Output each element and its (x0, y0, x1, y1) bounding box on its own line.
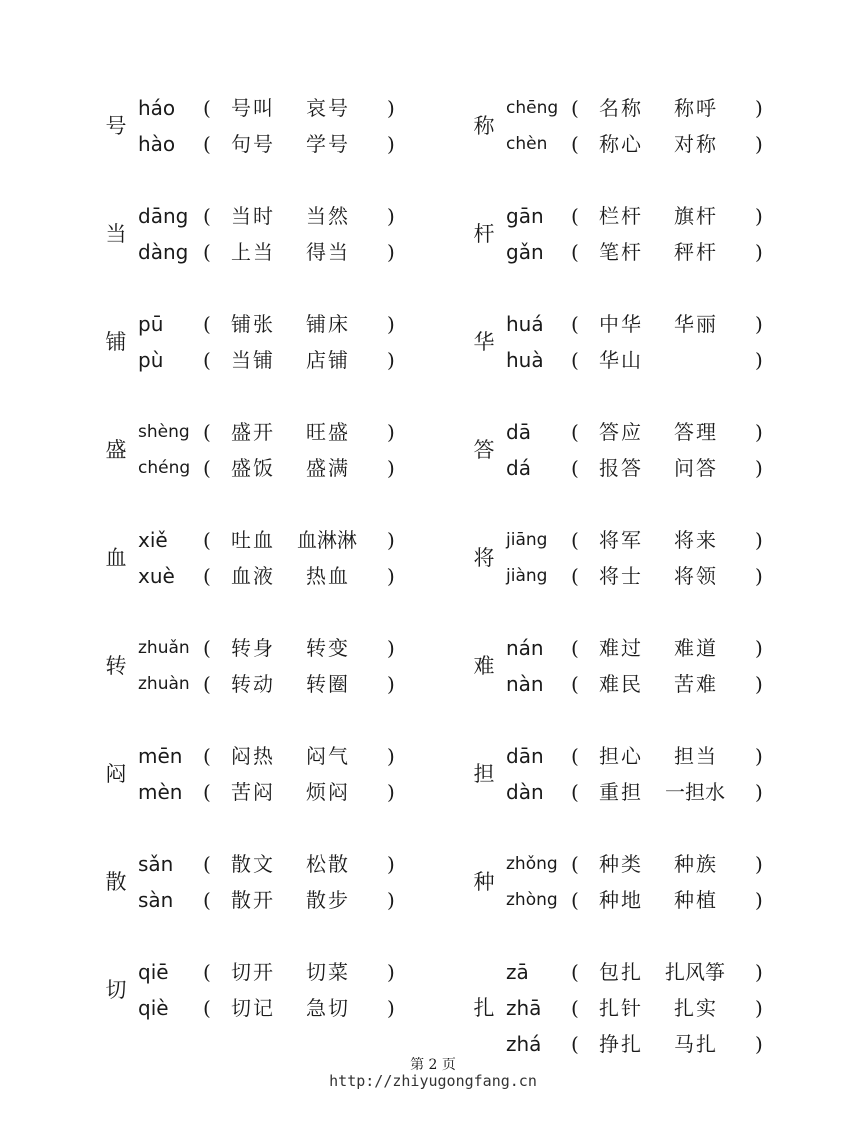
pronunciation-row (101, 201, 501, 231)
pinyin: dāng (138, 204, 189, 228)
example-word: 切菜 (306, 960, 350, 984)
open-paren: ( (571, 132, 579, 156)
example-word: 转变 (306, 636, 350, 660)
close-paren: ) (387, 960, 395, 984)
close-paren: ) (755, 96, 763, 120)
close-paren: ) (755, 420, 763, 444)
example-word: 苦闷 (231, 780, 275, 804)
example-word: 切开 (231, 960, 275, 984)
pronunciation-row (101, 885, 501, 915)
polyphonic-character: 转 (105, 654, 127, 678)
pinyin: mèn (138, 780, 183, 804)
close-paren: ) (387, 312, 395, 336)
pinyin: jiāng (506, 530, 548, 550)
example-word: 闷热 (231, 744, 275, 768)
pinyin: nán (506, 636, 544, 660)
example-word: 苦难 (674, 672, 718, 696)
pronunciation-row (101, 309, 501, 339)
example-word: 将领 (674, 564, 718, 588)
example-word: 号叫 (231, 96, 275, 120)
polyphonic-character: 盛 (105, 438, 127, 462)
example-word: 转圈 (306, 672, 350, 696)
example-word: 中华 (599, 312, 643, 336)
pinyin: chèn (506, 134, 548, 154)
pronunciation-row (469, 561, 866, 591)
open-paren: ( (571, 204, 579, 228)
example-word: 报答 (599, 456, 643, 480)
example-word: 旺盛 (306, 420, 350, 444)
close-paren: ) (387, 204, 395, 228)
pronunciation-row (101, 561, 501, 591)
example-word: 一担水 (665, 780, 725, 804)
example-word: 血液 (231, 564, 275, 588)
open-paren: ( (203, 672, 211, 696)
example-word: 对称 (674, 132, 718, 156)
open-paren: ( (571, 528, 579, 552)
example-word: 种地 (599, 888, 643, 912)
example-word: 将士 (599, 564, 643, 588)
polyphonic-character: 种 (473, 870, 495, 894)
open-paren: ( (571, 636, 579, 660)
open-paren: ( (571, 852, 579, 876)
open-paren: ( (571, 96, 579, 120)
example-word: 难道 (674, 636, 718, 660)
example-word: 上当 (231, 240, 275, 264)
close-paren: ) (387, 636, 395, 660)
example-word: 散文 (231, 852, 275, 876)
open-paren: ( (203, 780, 211, 804)
source-url: http://zhiyugongfang.cn (329, 1072, 537, 1090)
close-paren: ) (387, 96, 395, 120)
open-paren: ( (203, 888, 211, 912)
example-word: 难过 (599, 636, 643, 660)
pinyin: dàng (138, 240, 189, 264)
example-word: 称心 (599, 132, 643, 156)
polyphonic-character: 号 (105, 114, 127, 138)
example-word: 马扎 (674, 1032, 718, 1056)
pronunciation-row (469, 237, 866, 267)
open-paren: ( (203, 852, 211, 876)
open-paren: ( (571, 420, 579, 444)
example-word: 店铺 (306, 348, 350, 372)
pinyin: qiē (138, 960, 169, 984)
pinyin: nàn (506, 672, 544, 696)
polyphonic-character: 将 (473, 546, 495, 570)
example-word: 烦闷 (306, 780, 350, 804)
close-paren: ) (387, 564, 395, 588)
close-paren: ) (387, 996, 395, 1020)
pinyin: hào (138, 132, 176, 156)
example-word: 切记 (231, 996, 275, 1020)
pinyin: mēn (138, 744, 183, 768)
close-paren: ) (755, 132, 763, 156)
close-paren: ) (755, 960, 763, 984)
close-paren: ) (755, 888, 763, 912)
example-word: 挣扎 (599, 1032, 643, 1056)
close-paren: ) (755, 1032, 763, 1056)
example-word: 种类 (599, 852, 643, 876)
example-word: 铺床 (306, 312, 350, 336)
polyphonic-character: 闷 (105, 762, 127, 786)
pinyin: zhá (506, 1032, 542, 1056)
example-word: 答应 (599, 420, 643, 444)
polyphonic-character: 散 (105, 870, 127, 894)
example-word: 担心 (599, 744, 643, 768)
open-paren: ( (571, 348, 579, 372)
pinyin: sàn (138, 888, 174, 912)
example-word: 散开 (231, 888, 275, 912)
pinyin: dá (506, 456, 531, 480)
close-paren: ) (755, 780, 763, 804)
polyphonic-character: 当 (105, 222, 127, 246)
pinyin: gǎn (506, 240, 544, 264)
pronunciation-row (469, 633, 866, 663)
close-paren: ) (387, 528, 395, 552)
pronunciation-row (101, 237, 501, 267)
example-word: 旗杆 (674, 204, 718, 228)
example-word: 担当 (674, 744, 718, 768)
pronunciation-row (101, 669, 501, 699)
pinyin: zhuǎn (138, 638, 190, 658)
open-paren: ( (203, 996, 211, 1020)
example-word: 将军 (599, 528, 643, 552)
pronunciation-row (101, 849, 501, 879)
open-paren: ( (571, 744, 579, 768)
example-word: 扎实 (674, 996, 718, 1020)
close-paren: ) (387, 348, 395, 372)
close-paren: ) (755, 240, 763, 264)
close-paren: ) (755, 672, 763, 696)
pinyin: chéng (138, 458, 191, 478)
pinyin: zhòng (506, 890, 558, 910)
pronunciation-row (469, 777, 866, 807)
close-paren: ) (755, 636, 763, 660)
example-word: 包扎 (599, 960, 643, 984)
example-word: 华山 (599, 348, 643, 372)
pronunciation-row (469, 741, 866, 771)
pinyin: dàn (506, 780, 544, 804)
close-paren: ) (387, 780, 395, 804)
close-paren: ) (755, 528, 763, 552)
pronunciation-row (101, 93, 501, 123)
pinyin: chēng (506, 98, 559, 118)
example-word: 得当 (306, 240, 350, 264)
open-paren: ( (203, 96, 211, 120)
polyphonic-character: 扎 (473, 996, 495, 1020)
example-word: 急切 (306, 996, 350, 1020)
polyphonic-character: 杆 (473, 222, 495, 246)
open-paren: ( (203, 564, 211, 588)
pronunciation-row (469, 993, 866, 1023)
pronunciation-row (101, 957, 501, 987)
pronunciation-row (469, 93, 866, 123)
example-word: 种植 (674, 888, 718, 912)
pronunciation-row (469, 345, 866, 375)
example-word: 盛开 (231, 420, 275, 444)
polyphonic-character: 铺 (105, 330, 127, 354)
example-word: 扎针 (599, 996, 643, 1020)
open-paren: ( (203, 744, 211, 768)
pronunciation-row (101, 345, 501, 375)
example-word: 华丽 (674, 312, 718, 336)
close-paren: ) (755, 744, 763, 768)
example-word: 转身 (231, 636, 275, 660)
open-paren: ( (571, 888, 579, 912)
example-word: 称呼 (674, 96, 718, 120)
open-paren: ( (203, 132, 211, 156)
open-paren: ( (571, 240, 579, 264)
example-word: 名称 (599, 96, 643, 120)
open-paren: ( (571, 564, 579, 588)
open-paren: ( (571, 996, 579, 1020)
pronunciation-row (101, 633, 501, 663)
pinyin: zhǒng (506, 854, 558, 874)
pronunciation-row (101, 777, 501, 807)
close-paren: ) (387, 132, 395, 156)
pronunciation-row (101, 525, 501, 555)
pinyin: háo (138, 96, 176, 120)
close-paren: ) (387, 420, 395, 444)
close-paren: ) (387, 240, 395, 264)
example-word: 笔杆 (599, 240, 643, 264)
example-word: 栏杆 (599, 204, 643, 228)
pinyin: shèng (138, 422, 190, 442)
open-paren: ( (571, 1032, 579, 1056)
example-word: 哀号 (306, 96, 350, 120)
pinyin: pū (138, 312, 164, 336)
pinyin: huá (506, 312, 544, 336)
polyphonic-character: 难 (473, 654, 495, 678)
example-word: 血淋淋 (297, 528, 357, 552)
pronunciation-row (101, 453, 501, 483)
close-paren: ) (755, 852, 763, 876)
polyphonic-character: 血 (105, 546, 127, 570)
example-word: 种族 (674, 852, 718, 876)
pinyin: zhuàn (138, 674, 190, 694)
pinyin: dān (506, 744, 544, 768)
open-paren: ( (571, 960, 579, 984)
polyphonic-character: 担 (473, 762, 495, 786)
example-word: 将来 (674, 528, 718, 552)
open-paren: ( (203, 240, 211, 264)
pronunciation-row (469, 525, 866, 555)
pronunciation-row (469, 201, 866, 231)
open-paren: ( (203, 456, 211, 480)
polyphonic-character: 答 (473, 438, 495, 462)
pronunciation-row (469, 669, 866, 699)
open-paren: ( (203, 420, 211, 444)
open-paren: ( (203, 348, 211, 372)
open-paren: ( (571, 456, 579, 480)
pinyin: sǎn (138, 852, 174, 876)
close-paren: ) (755, 996, 763, 1020)
close-paren: ) (387, 744, 395, 768)
close-paren: ) (387, 852, 395, 876)
example-word: 句号 (231, 132, 275, 156)
example-word: 当铺 (231, 348, 275, 372)
example-word: 学号 (306, 132, 350, 156)
pinyin: dā (506, 420, 531, 444)
open-paren: ( (571, 312, 579, 336)
pinyin: qiè (138, 996, 169, 1020)
open-paren: ( (203, 960, 211, 984)
open-paren: ( (203, 636, 211, 660)
open-paren: ( (571, 780, 579, 804)
pinyin: xuè (138, 564, 175, 588)
close-paren: ) (755, 564, 763, 588)
example-word: 答理 (674, 420, 718, 444)
example-word: 吐血 (231, 528, 275, 552)
close-paren: ) (755, 348, 763, 372)
example-word: 盛饭 (231, 456, 275, 480)
polyphonic-character: 切 (105, 978, 127, 1002)
pinyin: xiě (138, 528, 168, 552)
pronunciation-row (101, 741, 501, 771)
page-number: 第 2 页 (410, 1057, 456, 1073)
example-word: 秤杆 (674, 240, 718, 264)
open-paren: ( (203, 312, 211, 336)
close-paren: ) (387, 888, 395, 912)
close-paren: ) (755, 456, 763, 480)
pronunciation-row (469, 453, 866, 483)
pronunciation-row (469, 309, 866, 339)
open-paren: ( (571, 672, 579, 696)
pinyin: jiàng (506, 566, 548, 586)
pinyin: zā (506, 960, 529, 984)
close-paren: ) (755, 204, 763, 228)
example-word: 闷气 (306, 744, 350, 768)
pronunciation-row (469, 129, 866, 159)
pinyin: gān (506, 204, 544, 228)
pinyin: huà (506, 348, 544, 372)
pinyin: pù (138, 348, 164, 372)
close-paren: ) (387, 456, 395, 480)
close-paren: ) (755, 312, 763, 336)
pronunciation-row (469, 417, 866, 447)
example-word: 铺张 (231, 312, 275, 336)
example-word: 当时 (231, 204, 275, 228)
pronunciation-row (469, 849, 866, 879)
example-word: 问答 (674, 456, 718, 480)
polyphonic-character: 称 (473, 114, 495, 138)
pinyin: zhā (506, 996, 542, 1020)
open-paren: ( (203, 528, 211, 552)
example-word: 散步 (306, 888, 350, 912)
open-paren: ( (203, 204, 211, 228)
example-word: 盛满 (306, 456, 350, 480)
pronunciation-row (101, 129, 501, 159)
pronunciation-row (101, 417, 501, 447)
pronunciation-row (469, 957, 866, 987)
example-word: 当然 (306, 204, 350, 228)
pronunciation-row (469, 885, 866, 915)
close-paren: ) (387, 672, 395, 696)
example-word: 松散 (306, 852, 350, 876)
example-word: 转动 (231, 672, 275, 696)
pronunciation-row (101, 993, 501, 1023)
example-word: 扎风筝 (665, 960, 725, 984)
polyphonic-character: 华 (473, 330, 495, 354)
example-word: 热血 (306, 564, 350, 588)
example-word: 重担 (599, 780, 643, 804)
example-word: 难民 (599, 672, 643, 696)
